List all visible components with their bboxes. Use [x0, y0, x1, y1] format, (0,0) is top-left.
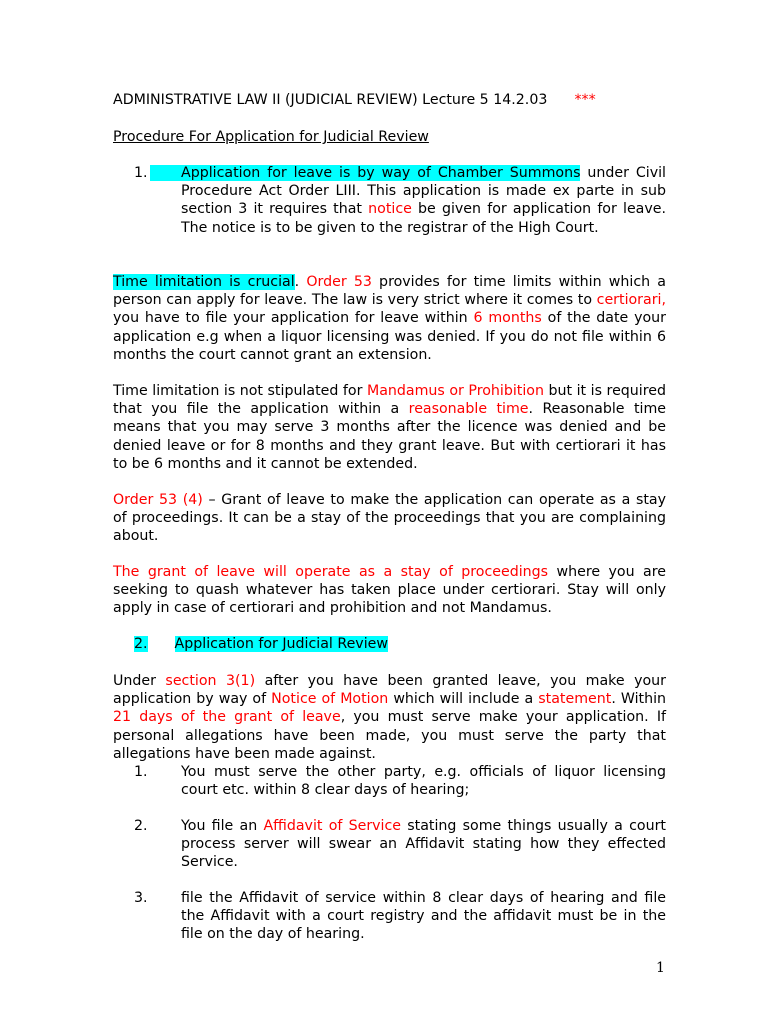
item-number: 1. [134, 165, 148, 181]
under-section-paragraph: Under section 3(1) after you have been granted leave, you make your application by way of Notice of Motion which will include a statement. Within 21 days of the grant of leave, you must serve make your application. If personal allegations have been made, you must serve the party that allegations have been made against. [113, 673, 667, 762]
time-limitation-paragraph: Time limitation is crucial. Order 53 provides for time limits within which a person can apply for leave. The law is very strict where it comes to certiorari, you have to file your application for leave within 6 months of the date your application e.g when a liquor licensing was denied. If you do not file within 6 months the court cannot grant an extension. [113, 274, 667, 363]
list-item-number: 1. [134, 764, 148, 780]
highlight-text: Application for leave is by way of Chamber Summons [150, 165, 580, 181]
red-text: notice [368, 201, 412, 218]
stars-marker: *** [574, 92, 596, 108]
list-item: You must serve the other party, e.g. officials of liquor licensing court etc. within 8 clear days of hearing; [181, 764, 666, 799]
item-number: 2. [134, 636, 148, 652]
grant-of-leave-paragraph: The grant of leave will operate as a stay of proceedings where you are seeking to quash whatever has taken place under certiorari. Stay will only apply in case of certiorari and prohibition and not Mandamus. [113, 564, 666, 617]
mandamus-paragraph: Time limitation is not stipulated for Mandamus or Prohibition but it is required that you file the application within a reasonable time. Reasonable time means that you may serve 3 months after the licence was denied and be denied leave or for 8 months and they grant leave. But with certiorari it has to be 6 months and it cannot be extended. [113, 383, 666, 472]
highlight-text: Application for Judicial Review [174, 636, 388, 652]
document-header [113, 91, 666, 109]
order53-4-paragraph: Order 53 (4) – Grant of leave to make the application can operate as a stay of proceedings. It can be a stay of the proceedings that you are complaining about. [113, 492, 666, 545]
item2-heading [134, 635, 388, 653]
list-item-number: 2. [134, 818, 148, 834]
page-number: 1 [656, 960, 665, 976]
highlight-text: Time limitation is crucial [113, 274, 295, 290]
list-item-number: 3. [134, 890, 148, 906]
list-item: You file an Affidavit of Service stating some things usually a court process server will swear an Affidavit stating how they effected Service. [181, 818, 666, 871]
section-subtitle: Procedure For Application for Judicial Review [113, 129, 429, 145]
document-title: ADMINISTRATIVE LAW II (JUDICIAL REVIEW) Lecture 5 14.2.03 [113, 92, 548, 108]
list-item: file the Affidavit of service within 8 clear days of hearing and file the Affidavit with a court registry and the affidavit must be in the file on the day of hearing. [181, 890, 666, 943]
item1-paragraph: Application for leave is by way of Chamber Summons under Civil Procedure Act Order LIII. This application is made ex parte in sub section 3 it requires that notice be given for application for leave. The notice is to be given to the registrar of the High Court. [181, 164, 666, 237]
